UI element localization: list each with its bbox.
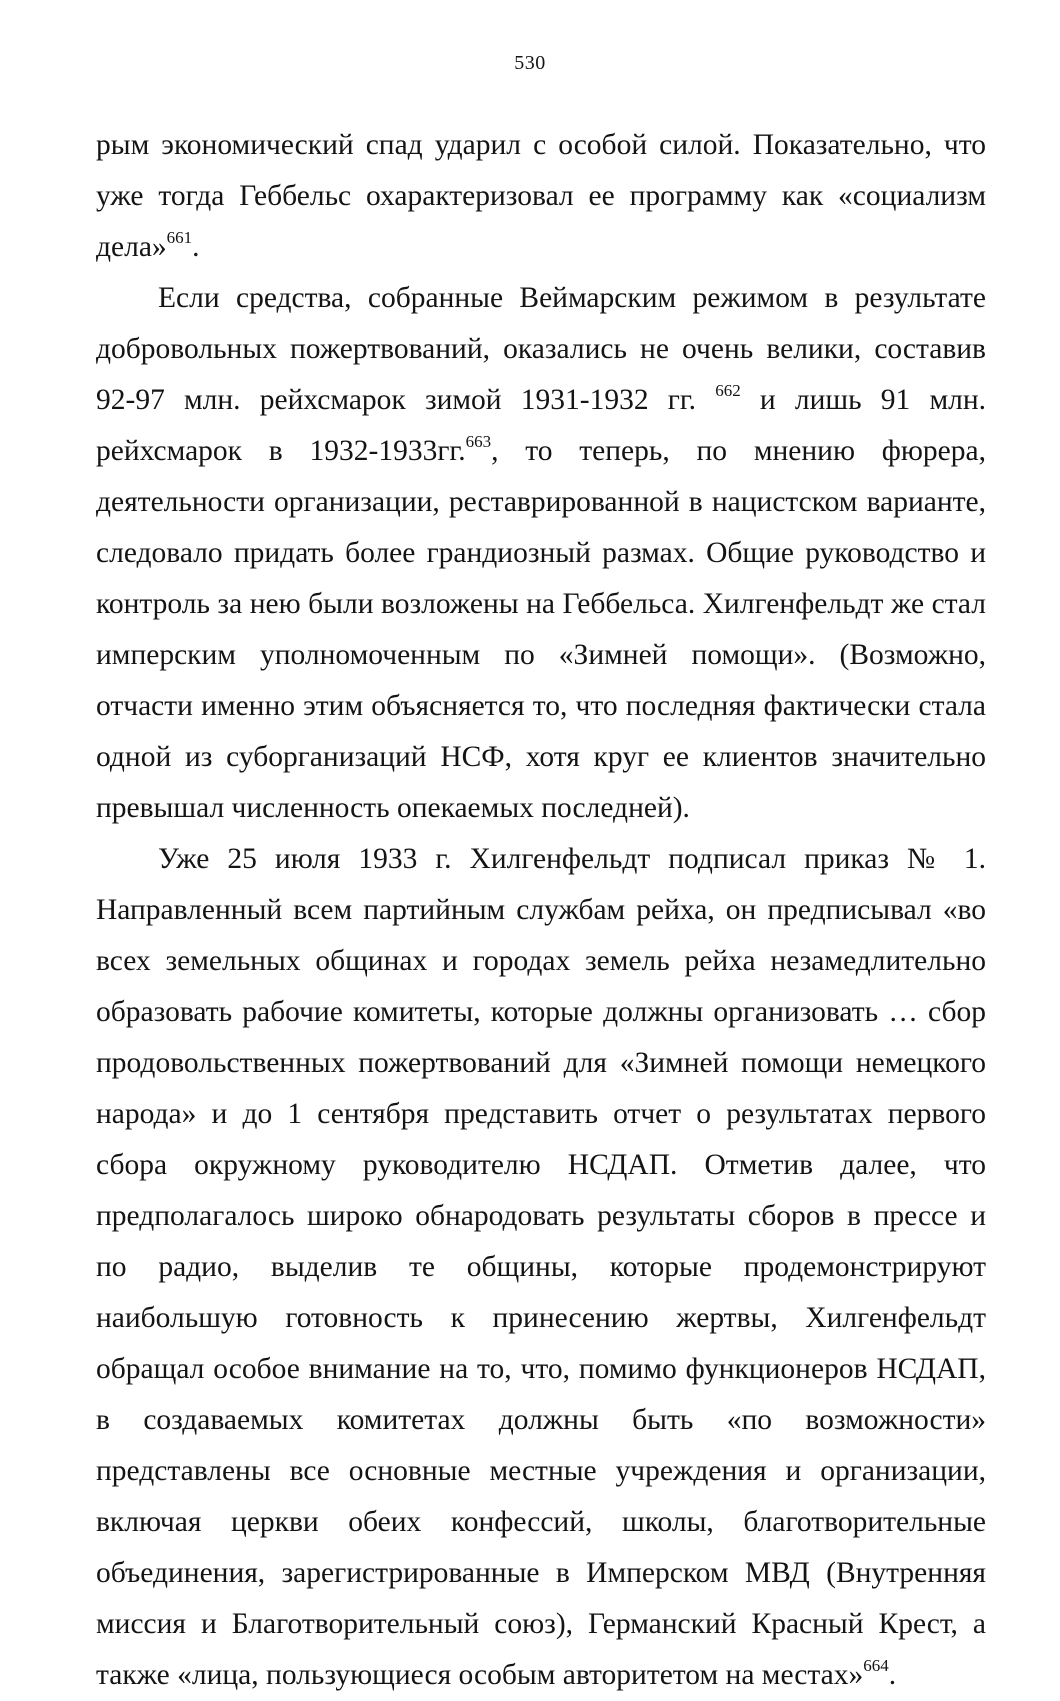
paragraph-1 [96,120,986,273]
text-run: рым экономический спад ударил с особой силой. Показательно, что уже тогда Геббельс охарактеризовал ее программу как «социализм дела» [96,129,986,263]
footnote-marker: 661 [166,228,193,247]
paragraph-2 [96,273,986,834]
text-run: Уже 25 июля 1933 г. Хилгенфельдт подписал приказ № 1. Направленный всем партийным службам рейха, он предписывал «во всех земельных общинах и городах земель рейха незамедлительно образовать рабочие комитеты, которые должны организовать … сбор продовольственных пожертвований для «Зимней помощи немецкого народа» и до 1 сентября представить отчет о результатах первого сбора окружному руководителю НСДАП. Отметив далее, что предполагалось широко обнародовать результаты сборов в прессе и по радио, выделив те общины, которые продемонстрируют наибольшую готовность к принесению жертвы, Хилгенфельдт обращал особое внимание на то, что, помимо функционеров НСДАП, в создаваемых комитетах должны быть «по возможности» представлены все основные местные учреждения и организации, включая церкви обеих конфессий, школы, благотворительные объединения, зарегистрированные в Имперском МВД (Внутренняя миссия и Благотворительный союз), Германский Красный Крест, а также «лица, пользующиеся особым авторитетом на местах» [96,843,986,1691]
page-number: 530 [514,52,546,74]
footnote-marker: 664 [863,1656,889,1675]
page-body [96,120,986,1701]
text-run: . [192,231,200,263]
footnote-marker: 663 [465,432,492,451]
text-run: и лишь 91 млн. рейхсмарок в 1932-1933гг. [96,384,986,467]
text-run: Если средства, собранные Веймарским режимом в результате добровольных пожертвований, оказались не очень велики, составив 92-97 млн. рейхсмарок зимой 1931-1932 гг. [96,282,986,416]
text-run: . [888,1659,897,1691]
text-run: , то теперь, по мнению фюрера, деятельности организации, реставрированной в нацистском варианте, следовало придать более грандиозный размах. Общие руководство и контроль за нею были возложены на Геббельса. Хилгенфельдт же стал имперским уполномоченным по «Зимней помощи». (Возможно, отчасти именно этим объясняется то, что последняя фактически стала одной из суборганизаций НСФ, хотя круг ее клиентов значительно превышал численность опекаемых последней). [96,435,986,824]
footnote-marker: 662 [715,381,741,400]
paragraph-3 [96,834,986,1701]
